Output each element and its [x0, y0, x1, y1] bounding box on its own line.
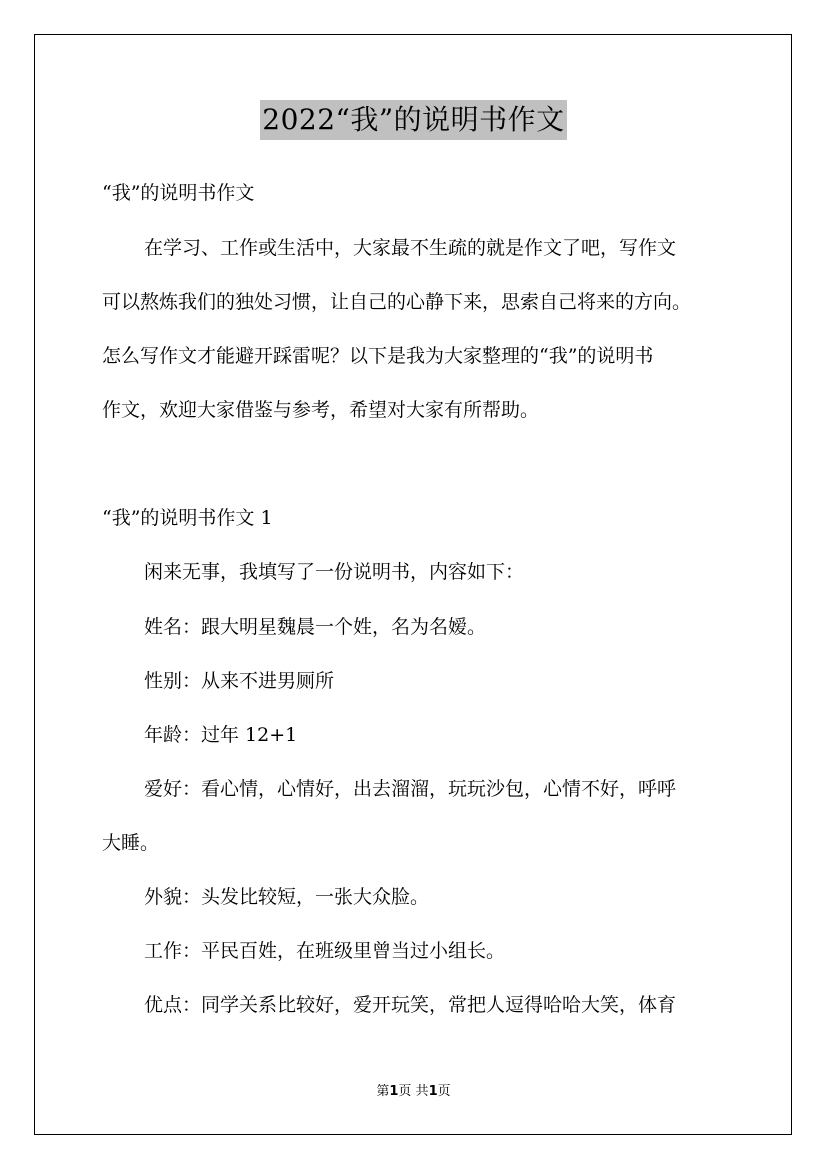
- footer-page-number: 1: [389, 1084, 399, 1099]
- intro-line-2: 可以熬炼我们的独处习惯，让自己的心静下来，思索自己将来的方向。: [102, 291, 692, 313]
- body-opening: 闲来无事，我填写了一份说明书，内容如下：: [144, 561, 525, 583]
- document-title: 2022“我”的说明书作文: [260, 100, 566, 140]
- body-job: 工作：平民百姓，在班级里曾当过小组长。: [144, 940, 506, 962]
- footer-suffix: 页: [437, 1084, 451, 1099]
- footer-prefix: 第: [376, 1084, 390, 1099]
- body-name: 姓名：跟大明星魏晨一个姓，名为名嫒。: [144, 616, 487, 638]
- footer-total-pages: 1: [428, 1084, 438, 1099]
- intro-line-3: 怎么写作文才能避开踩雷呢？以下是我为大家整理的“我”的说明书: [102, 345, 654, 367]
- body-appearance: 外貌：头发比较短，一张大众脸。: [144, 886, 430, 908]
- body-gender: 性别：从来不进男厕所: [144, 670, 335, 692]
- body-age: 年龄：过年 12+1: [144, 724, 298, 746]
- intro-line-4: 作文，欢迎大家借鉴与参考，希望对大家有所帮助。: [102, 399, 540, 421]
- body-hobby-line-1: 爱好：看心情，心情好，出去溜溜，玩玩沙包，心情不好，呼呼: [144, 778, 677, 800]
- title-container: [0, 100, 827, 140]
- intro-line-1: 在学习、工作或生活中，大家最不生疏的就是作文了吧，写作文: [144, 237, 677, 259]
- page-footer: [0, 1082, 827, 1102]
- body-hobby-line-2: 大睡。: [102, 832, 160, 854]
- footer-mid: 页 共: [398, 1084, 429, 1099]
- document-subtitle: “我”的说明书作文: [102, 182, 255, 204]
- section-heading: “我”的说明书作文 1: [102, 507, 273, 529]
- body-merits: 优点：同学关系比较好，爱开玩笑，常把人逗得哈哈大笑，体育: [144, 994, 677, 1016]
